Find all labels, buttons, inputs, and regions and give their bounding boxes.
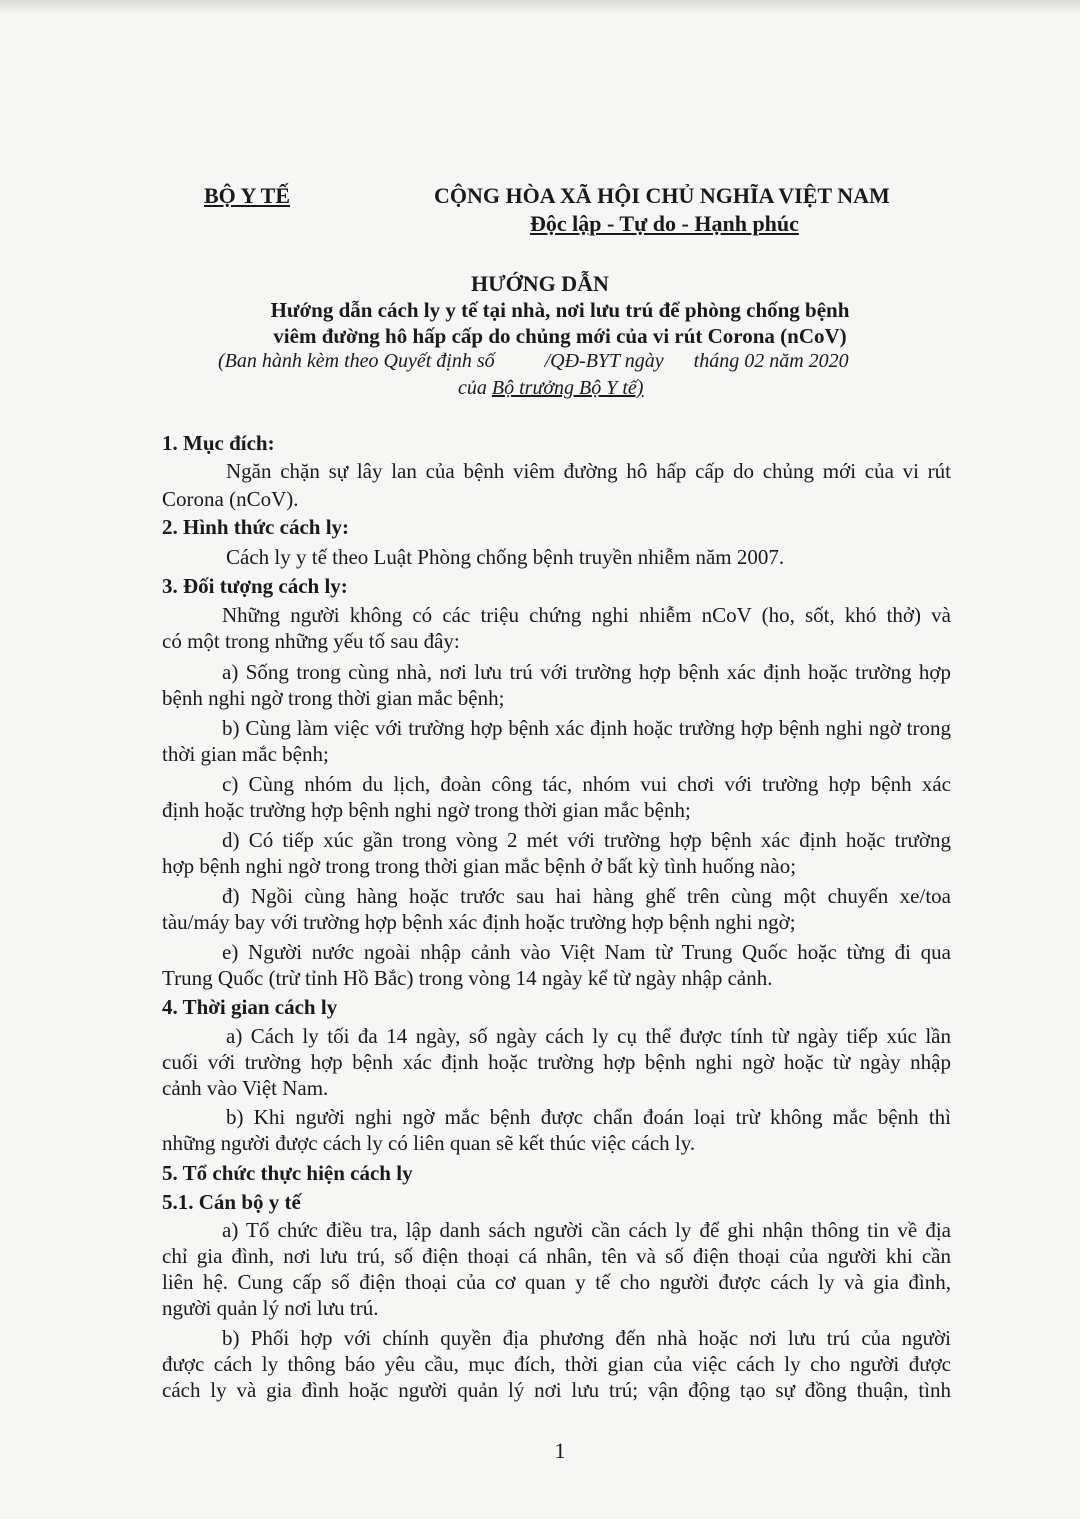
section-4-item-b-line-2: những người được cách ly có liên quan sẽ kết thúc việc cách ly. [162,1131,696,1155]
section-5-1-item-b-line-2: được cách ly thông báo yêu cầu, mục đích, thời gian của việc cách ly cho người được [162,1352,951,1376]
section-3-item-a-line-1: a) Sống trong cùng nhà, nơi lưu trú với trường hợp bệnh xác định hoặc trường hợp [222,660,951,684]
section-5-1-item-a-line-4: người quản lý nơi lưu trú. [162,1296,379,1320]
section-1-heading: 1. Mục đích: [162,431,275,455]
section-3-item-d-line-2: hợp bệnh nghi ngờ trong trong thời gian mắc bệnh ở bất kỳ tình huống nào; [162,854,797,878]
decision-reference-line-1: (Ban hành kèm theo Quyết định số /QĐ-BYT ngày tháng 02 năm 2020 [218,350,849,372]
section-3-item-b-line-2: thời gian mắc bệnh; [162,742,329,766]
section-3-item-e-line-2: Trung Quốc (trừ tỉnh Hồ Bắc) trong vòng 14 ngày kể từ ngày nhập cảnh. [162,966,773,990]
section-3-item-dd-line-1: đ) Ngồi cùng hàng hoặc trước sau hai hàng ghế trên cùng một chuyến xe/toa [222,884,951,908]
document-subtitle-line-1: Hướng dẫn cách ly y tế tại nhà, nơi lưu trú để phòng chống bệnh [270,298,850,322]
section-5-1-item-a-line-2: chỉ gia đình, nơi lưu trú, số điện thoại cá nhân, tên và số điện thoại của người khi cần [162,1244,951,1268]
document-subtitle-line-2: viêm đường hô hấp cấp do chủng mới của vi rút Corona (nCoV) [273,324,847,348]
republic-name: CỘNG HÒA XÃ HỘI CHỦ NGHĨA VIỆT NAM [434,183,890,208]
section-4-item-b-line-1: b) Khi người nghi ngờ mắc bệnh được chẩn đoán loại trừ không mắc bệnh thì [226,1105,951,1129]
decision-prefix: của [458,377,492,399]
section-3-heading: 3. Đối tượng cách ly: [162,574,348,598]
section-4-heading: 4. Thời gian cách ly [162,995,338,1019]
section-4-item-a-line-1: a) Cách ly tối đa 14 ngày, số ngày cách ly cụ thể được tính từ ngày tiếp xúc lần [226,1024,951,1048]
scan-edge-shadow [0,0,1080,14]
section-1-text-line-2: Corona (nCoV). [162,487,299,511]
section-5-heading: 5. Tổ chức thực hiện cách ly [162,1161,413,1185]
section-5-1-item-a-line-3: liên hệ. Cung cấp số điện thoại của cơ quan y tế cho người được cách ly và gia đình, [162,1270,951,1294]
section-1-text-line-1: Ngăn chặn sự lây lan của bệnh viêm đường hô hấp cấp do chủng mới của vi rút [226,459,951,483]
section-4-item-a-line-2: cuối với trường hợp bệnh xác định hoặc trường hợp bệnh nghi ngờ hoặc từ ngày nhập [162,1050,951,1074]
page-number: 1 [554,1438,566,1463]
section-4-item-a-line-3: cảnh vào Việt Nam. [162,1076,329,1100]
decision-reference-line-2 [458,377,643,400]
section-3-item-a-line-2: bệnh nghi ngờ trong thời gian mắc bệnh; [162,686,505,710]
section-3-item-e-line-1: e) Người nước ngoài nhập cảnh vào Việt Nam từ Trung Quốc hoặc từng đi qua [222,940,951,964]
section-3-item-dd-line-2: tàu/máy bay với trường hợp bệnh xác định hoặc trường hợp bệnh nghi ngờ; [162,910,796,934]
section-3-item-b-line-1: b) Cùng làm việc với trường hợp bệnh xác định hoặc trường hợp bệnh nghi ngờ trong [222,716,951,740]
section-5-1-item-a-line-1: a) Tổ chức điều tra, lập danh sách người cần cách ly để ghi nhận thông tin về địa [222,1218,951,1242]
decision-authority: Bộ trưởng Bộ Y tế) [491,377,644,399]
national-motto: Độc lập - Tự do - Hạnh phúc [530,211,799,236]
section-2-text: Cách ly y tế theo Luật Phòng chống bệnh truyền nhiễm năm 2007. [226,545,785,569]
ministry-name: BỘ Y TẾ [204,183,290,208]
section-3-item-d-line-1: d) Có tiếp xúc gần trong vòng 2 mét với trường hợp bệnh xác định hoặc trường [222,828,951,852]
document-title: HƯỚNG DẪN [471,271,609,296]
section-3-intro-line-2: có một trong những yếu tố sau đây: [162,629,460,653]
section-3-item-c-line-2: định hoặc trường hợp bệnh nghi ngờ trong thời gian mắc bệnh; [162,798,691,822]
section-5-1-heading: 5.1. Cán bộ y tế [162,1190,301,1214]
section-3-intro-line-1: Những người không có các triệu chứng nghi nhiễm nCoV (ho, sốt, khó thở) và [222,603,951,627]
section-3-item-c-line-1: c) Cùng nhóm du lịch, đoàn công tác, nhóm vui chơi với trường hợp bệnh xác [222,772,951,796]
section-2-heading: 2. Hình thức cách ly: [162,515,350,539]
section-5-1-item-b-line-3: cách ly và gia đình hoặc người quản lý nơi lưu trú; vận động tạo sự đồng thuận, tình [162,1378,951,1402]
section-5-1-item-b-line-1: b) Phối hợp với chính quyền địa phương đến nhà hoặc nơi lưu trú của người [222,1326,951,1350]
